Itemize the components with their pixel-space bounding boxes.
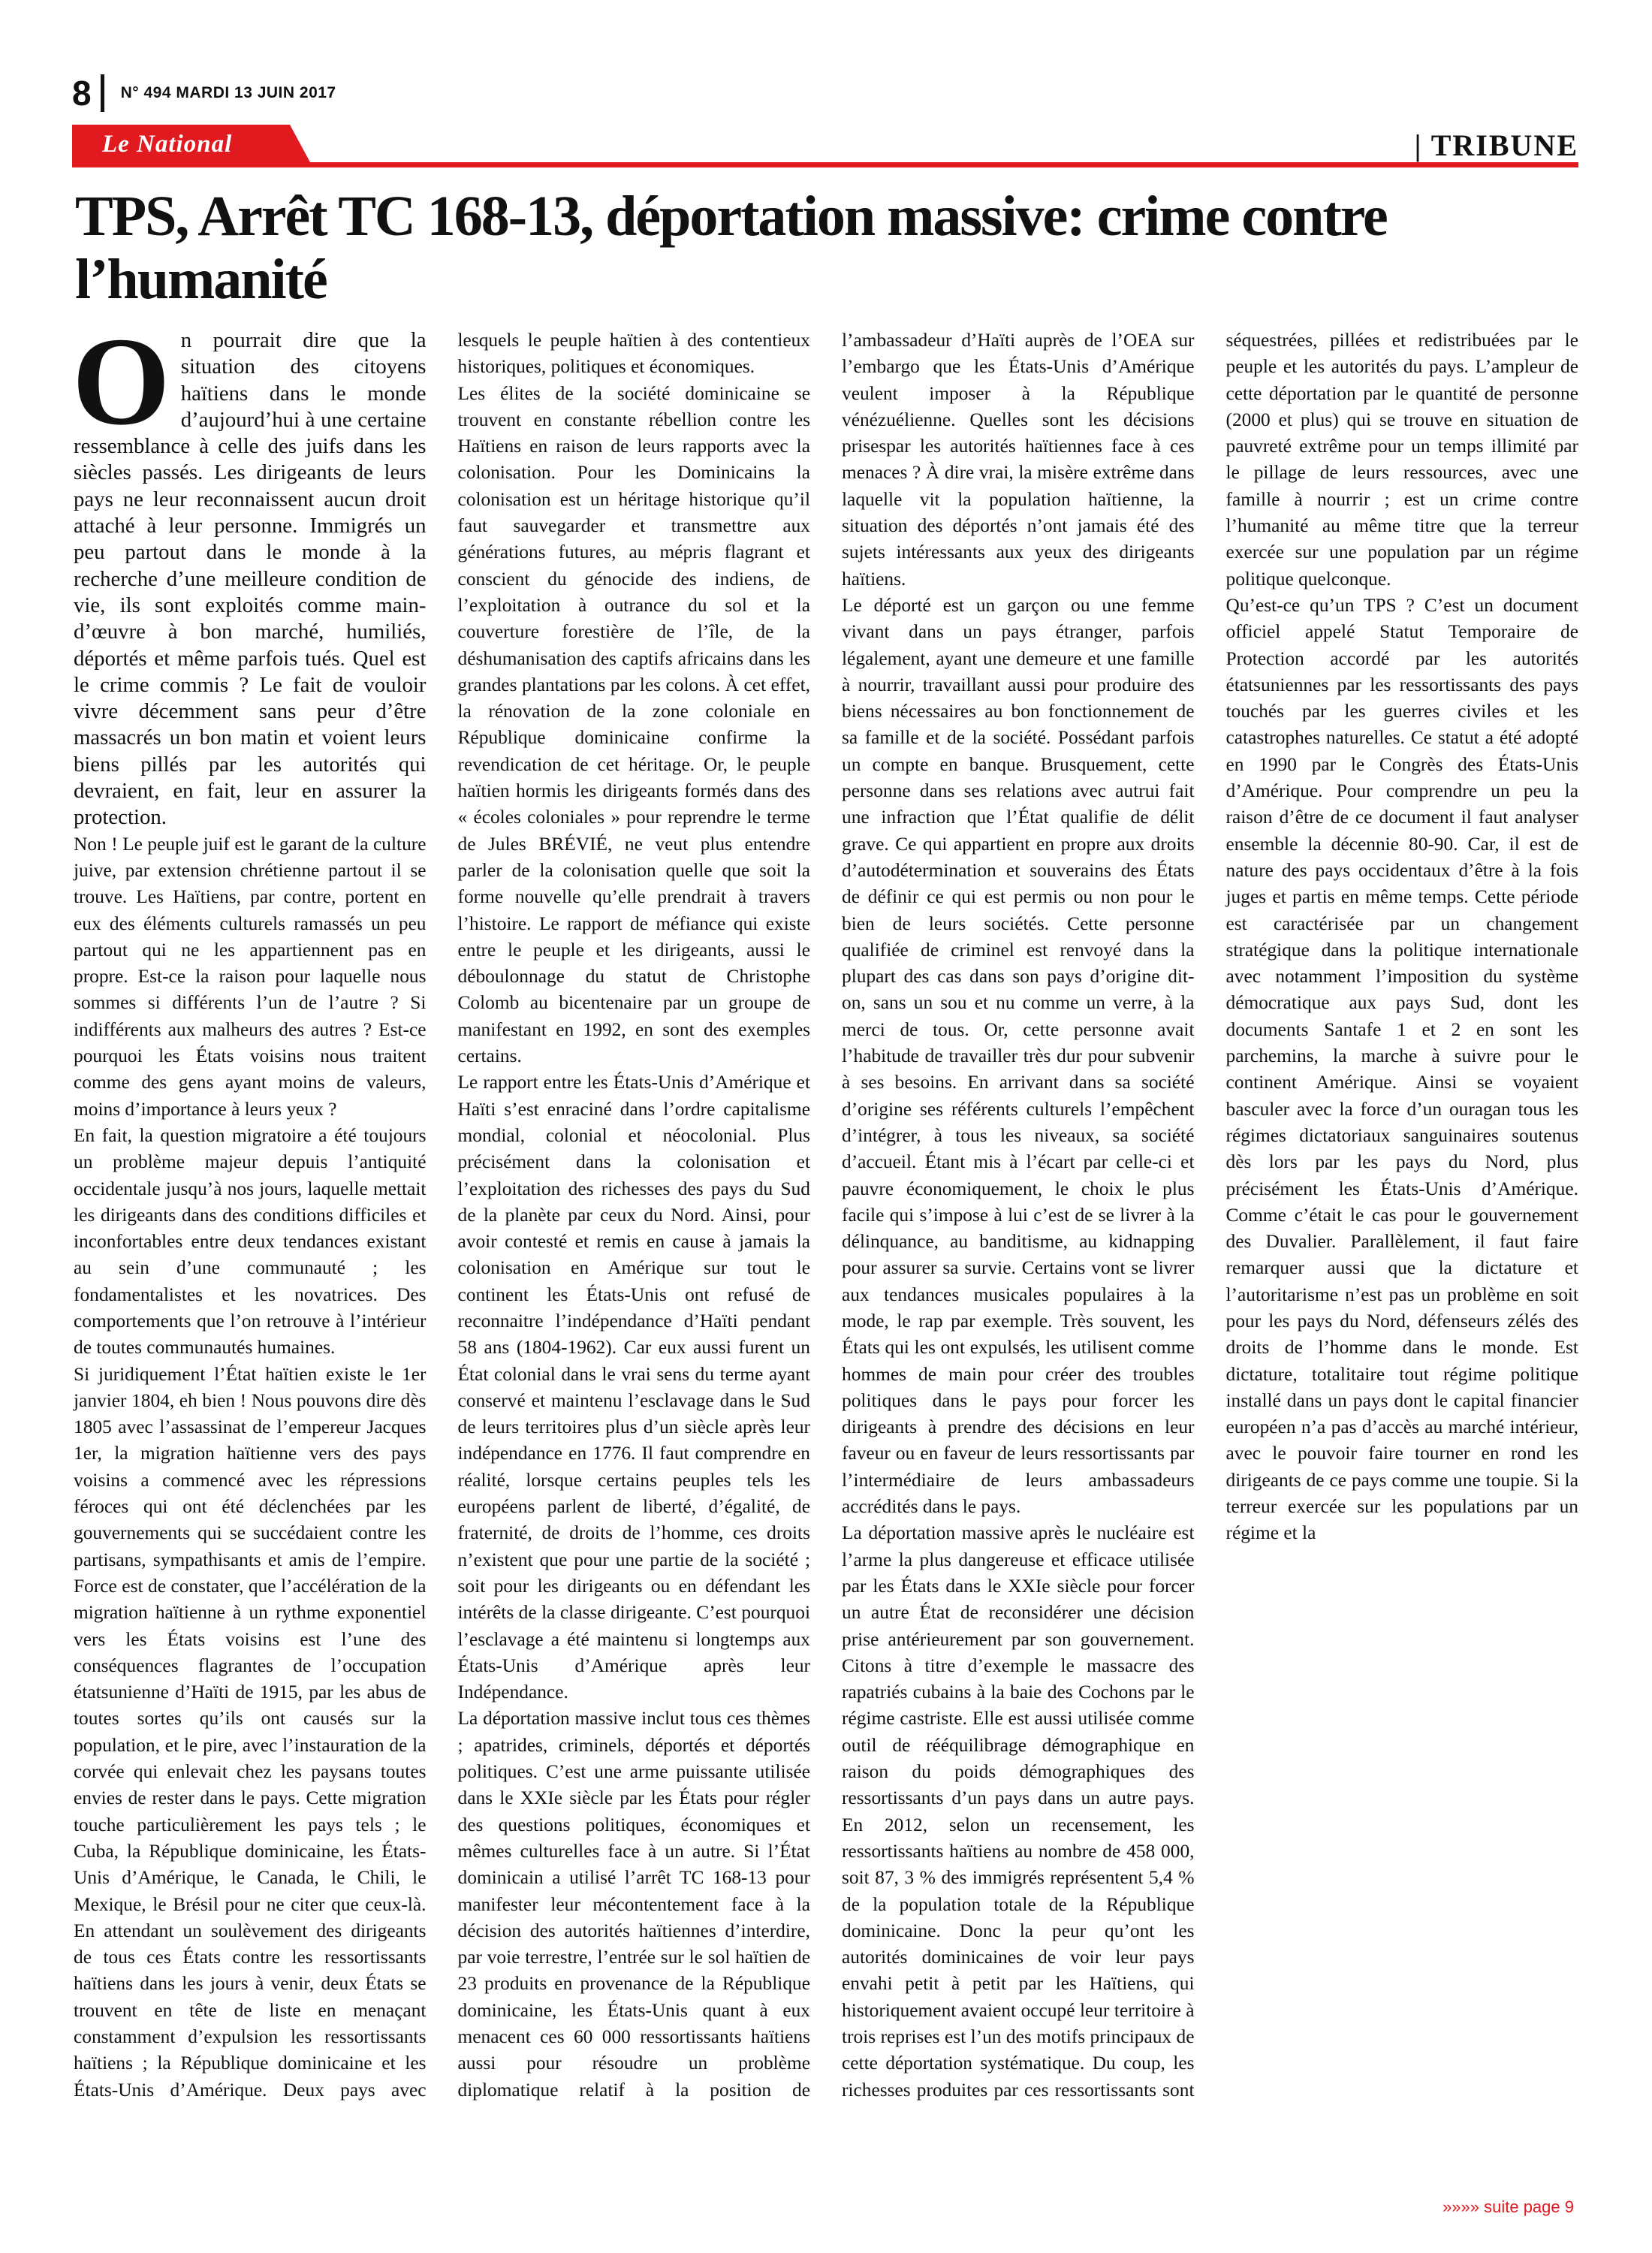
section-header (72, 125, 1578, 168)
rubric-label: | TRIBUNE (1414, 128, 1578, 162)
issue-date: N° 494 MARDI 13 JUIN 2017 (120, 84, 336, 101)
paragraph: Qu’est-ce qu’un TPS ? C’est un document officiel appelé Statut Temporaire de Protection accordé par les autorités étatsuniennes par les ressortissants des pays touchés par les guerres civiles et les catastrophes naturelles. Ce statut a été adopté en 1990 par le Congrès des États-Unis d’Amérique. Pour comprendre un peu la raison d’être de ce document il faut analyser ensemble la décennie 80-90. Car, il est de nature des pays occidentaux d’être à la fois juges et partis en même temps. Cette période est caractérisée par un changement stratégique dans la politique internationale avec notamment l’imposition du système démocratique aux pays Sud, dont les documents Santafe 1 et 2 en sont les parchemins, la marche à suivre pour le continent Amérique. Ainsi se voyaient basculer avec la force d’un ouragan tous les régimes dictatoriaux sanguinaires soutenus dès lors par les pays du Nord, plus précisément les États-Unis d’Amérique. Comme c’était le cas pour le gouvernement des Duvalier. Parallèlement, il faut faire remarquer aussi que la dictature et l’autoritarisme n’est pas un problème en soit pour les pays du Nord, défenseurs zélés des droits de l’homme dans le monde. Est dictature, totalitaire tout régime politique installé dans un pays dont le capital financier européen n’a pas d’accès au marché intérieur, avec le pouvoir faire tourner en rond les dirigeants de ce pays comme une toupie. Si la terreur exercée sur les populations par un régime et la (1225, 594, 1578, 1544)
drop-cap: O (72, 312, 170, 451)
section-label: Le National (102, 131, 233, 158)
paragraph: La déportation massive inclut tous ces thèmes ; apatrides, criminels, déportés et déportés politiques. C’est une arme puissante utilisée dans le XXIe siècle par les États pour régler des questions politiques, économiques et mêmes culturelles face à un autre. Si l’État dominicain a utilisé l’arrêt TC 168-13 pour manifester leur mécontentement face à la décision des autorités haïtiennes d’interdire, par voie terrestre, l’entrée sur le sol haïtien de 23 produits en provenance de la République dominicaine, les États-Unis quant à eux menacent ces 60 000 ressortissants haïtiens aussi pour résoudre un problème diplomatique relatif à la position de l’ambassadeur d’Haïti auprès de l’OEA sur l’embargo que les États-Unis d’Amérique veulent imposer à la République vénézuélienne. Quelles sont les décisions prisespar les autorités haïtiennes face à ces menaces ? À dire vrai, la misère extrême dans laquelle vit la population haïtienne, la situation des déportés n’ont jamais été des sujets intéressants aux yeux des dirigeants haïtiens. (457, 330, 1195, 2101)
continuation-link[interactable]: »»»» suite page 9 (1442, 2197, 1574, 2216)
paragraph: Les élites de la société dominicaine se trouvent en constante rébellion contre les Haïtiens en raison de leurs rapports avec la colonisation. Pour les Dominicains la colonisation est un héritage historique qu’il faut sauvegarder et transmettre aux générations futures, au mépris flagrant et conscient du génocide des indiens, de l’exploitation à outrance du sol et la couverture forestière de l’île, de la déshumanisation des captifs africains dans les grandes plantations par les colons. À cet effet, la rénovation de la zone coloniale en République dominicaine confirme la revendication de cet héritage. Or, le peuple haïtien hormis les dirigeants formés dans des « écoles coloniales » pour reprendre le terme de Jules BRÉVIÉ, ne veut plus entendre parler de la colonisation quelle que soit la forme nouvelle qu’elle prendrait à travers l’histoire. Le rapport de méfiance qui existe entre le peuple et les dirigeants, aussi le déboulonnage du statut de Christophe Colomb au bicentenaire par un groupe de manifestant en 1992, en sont des exemples certains. (457, 382, 810, 1067)
article-body (72, 312, 1578, 2115)
paragraph: Non ! Le peuple juif est le garant de la culture juive, par extension chrétienne partout il se trouve. Les Haïtiens, par contre, portent en eux des éléments culturels ramassés un peu partout qui ne les appartiennent pas en propre. Est-ce la raison pour laquelle nous sommes si différents l’un de l’autre ? Si indifférents aux malheurs des autres ? Est-ce pourquoi les États voisins nous traitent comme des gens ayant moins de valeurs, moins d’importance à leurs yeux ? (74, 833, 427, 1120)
page-folio (72, 72, 336, 114)
page-number: 8 (72, 74, 92, 113)
paragraph: Le déporté est un garçon ou une femme vivant dans un pays étranger, parfois légalement, ayant une demeure et une famille à nourrir, travaillant aussi pour produire des biens nécessaires au bon fonctionnement de sa famille et de la société. Possédant parfois un compte en banque. Brusquement, cette personne dans ses relations avec autrui fait une infraction que l’État qualifie de délit grave. Ce qui appartient en propre aux droits d’autodétermination et souverains des États de définir ce qui est permis ou non pour le bien de leurs sociétés. Cette personne qualifiée de criminel est renvoyé dans la plupart des cas dans son pays d’origine dit-on, sans un sou et nu comme un verre, à la merci de tous. Or, cette personne avait l’habitude de travailler très dur pour subvenir à ses besoins. En arrivant dans sa société d’origine ses référents culturels l’empêchent d’intégrer, à tous les niveaux, sa société d’accueil. Étant mis à l’écart par celle-ci et pauvre économiquement, le choix le plus facile qui s’impose à lui c’est de se livrer à la délinquance, au banditisme, au kidnapping pour assurer sa survie. Certains vont se livrer aux tendances musicales populaires à la mode, le rap par exemple. Très souvent, les États qui les ont expulsés, les utilisent comme hommes de main pour créer des troubles politiques dans le pays pour forcer les dirigeants à prendre des décisions en leur faveur ou en faveur de leurs ressortissants par l’intermédiaire de leurs ambassadeurs accrédités dans le pays. (842, 594, 1195, 1518)
lead-paragraph (72, 312, 427, 831)
article-title: TPS, Arrêt TC 168-13, déportation massive: crime contre l’humanité (75, 185, 1387, 311)
folio-divider (101, 74, 104, 112)
paragraph: La déportation massive après le nucléaire est l’arme la plus dangereuse et efficace utilisée par les États dans le XXIe siècle pour forcer un autre État de reconsidérer une décision prise antérieurement par son gouvernement. Citons à titre d’exemple le massacre des rapatriés cubains à la baie des Cochons par le régime castriste. Elle est aussi utilisée comme outil de rééquilibrage démographique en raison du poids démographiques des ressortissants d’un pays dans un autre pays. En 2012, selon un recensement, les ressortissants haïtiens au nombre de 458 000, soit 87, 3 % des immigrés représentent 5,4 % de la population totale de la République dominicaine. Donc la peur qu’ont les autorités dominicaines de voir leur pays envahi petit à petit par les Haïtiens, qui historiquement avaient occupé leur territoire à trois reprises est l’un des motifs principaux de cette déportation systématique. Du coup, les richesses produites par ces ressortissants sont séquestrées, pillées et redistribuées par le peuple et les autorités du pays. L’ampleur de cette déportation par le quantité de personne (2000 et plus) qui se trouve en situation de pauvreté extrême pour un temps illimité par le pillage de leurs ressources, avec une famille à nourrir ; est un crime contre l’humanité au même titre que la terreur exercée sur une population par un régime politique quelconque. (842, 330, 1578, 2101)
lead-text: n pourrait dire que la situation des citoyens haïtiens dans le monde d’aujourd’hui à une certaine ressemblance à celle des juifs dans les siècles passés. Les dirigeants de leurs pays ne leur reconnaissent aucun droit attaché à leur personne. Immigrés un peu partout dans le monde à la recherche d’une meilleure condition de vie, ils sont exploités comme main-d’œuvre à bon marché, humiliés, déportés et même parfois tués. Quel est le crime commis ? Le fait de vouloir vivre décemment sans peur d’être massacrés un bon matin et voient leurs biens pillés par les autorités qui devraient, en fait, leur en assurer la protection. (74, 328, 427, 830)
paragraph: Si juridiquement l’État haïtien existe le 1er janvier 1804, eh bien ! Nous pouvons dire dès 1805 avec l’assassinat de l’empereur Jacques 1er, la migration haïtienne vers des pays voisins a commencé avec les répressions féroces qui ont été déclenchées par les gouvernements qui se succédaient contre les partisans, sympathisants et amis de l’empire. Force est de constater, que l’accélération de la migration haïtienne à un rythme exponentiel vers les États voisins est l’une des conséquences flagrantes de l’occupation étatsunienne d’Haïti de 1915, par les abus de toutes sortes qu’ils ont causés sur la population, et le pire, avec l’instauration de la corvée qui enlevait chez les paysans toutes envies de rester dans le pays. Cette migration touche particulièrement les pays tels ; le Cuba, la République dominicaine, les États-Unis d’Amérique, le Canada, le Chili, le Mexique, le Brésil pour ne citer que ceux-là. En attendant un soulèvement des dirigeants de tous ces États contre les ressortissants haïtiens dans les jours à venir, deux États se trouvent en tête de liste en menaçant constamment d’expulsion les ressortissants haïtiens ; la République dominicaine et les États-Unis d’Amérique. Deux pays avec lesquels le peuple haïtien à des contentieux historiques, politiques et économiques. (74, 330, 810, 2101)
paragraph: Le rapport entre les États-Unis d’Amérique et Haïti s’est enraciné dans l’ordre capitalisme mondial, colonial et néocolonial. Plus précisément dans la colonisation et l’exploitation des richesses des pays du Sud de la planète par ceux du Nord. Ainsi, pour avoir contesté et remis en cause à jamais la colonisation en Amérique sur tout le continent les États-Unis ont refusé de reconnaitre l’indépendance d’Haïti pendant 58 ans (1804-1962). Car eux aussi furent un État colonial dans le vrai sens du terme ayant conservé et maintenu l’esclavage dans le Sud de leurs territoires plus d’un siècle après leur indépendance en 1776. Il faut comprendre en réalité, lorsque certains peuples tels les européens parlent de liberté, d’égalité, de fraternité, de droits de l’homme, ces droits n’existent que pour une partie de la société ; soit pour les dirigeants ou en défendant les intérêts de la classe dirigeante. C’est pourquoi l’esclavage a été maintenu si longtemps aux États-Unis d’Amérique après leur Indépendance. (457, 1072, 810, 1703)
paragraph: En fait, la question migratoire a été toujours un problème majeur depuis l’antiquité occidentale jusqu’à nos jours, laquelle mettait les dirigeants dans des conditions difficiles et inconfortables entre deux tendances existant au sein d’une communauté ; les fondamentalistes et les novatrices. Des comportements que l’on retrouve à l’intérieur de toutes communautés humaines. (74, 1124, 427, 1359)
section-rule (72, 162, 1578, 167)
